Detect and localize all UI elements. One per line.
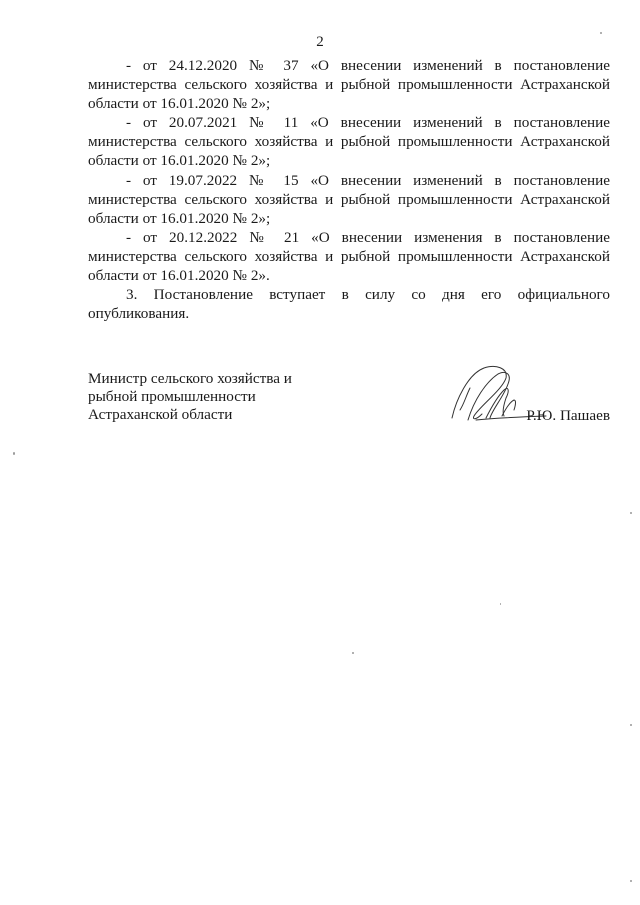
- scan-speck: [500, 603, 501, 605]
- signatory-title-line: Министр сельского хозяйства и: [88, 370, 292, 387]
- scan-speck: [13, 452, 15, 455]
- scan-speck: [600, 32, 602, 34]
- signatory-title: [88, 370, 292, 424]
- amendment-item: - от 24.12.2020 № 37 «О внесении изменений в постановление министерства сельского хозяйства и рыбной промышленности Астраханской области от 16.01.2020 № 2»;: [88, 57, 610, 113]
- amendment-item: - от 19.07.2022 № 15 «О внесении изменений в постановление министерства сельского хозяйства и рыбной промышленности Астраханской области от 16.01.2020 № 2»;: [88, 171, 610, 227]
- amendment-item: - от 20.12.2022 № 21 «О внесении изменения в постановление министерства сельского хозяйства и рыбной промышленности Астраханской области от 16.01.2020 № 2».: [88, 228, 610, 285]
- effective-date-clause: 3. Постановление вступает в силу со дня его официального опубликования.: [88, 286, 610, 323]
- document-body: [88, 56, 610, 323]
- signature-block: [88, 370, 610, 440]
- scan-speck: [630, 880, 632, 882]
- signatory-title-line: Астраханской области: [88, 406, 233, 423]
- scan-speck: [352, 652, 354, 654]
- page-number: 2: [316, 34, 324, 50]
- scan-speck: [630, 724, 632, 726]
- amendment-item: - от 20.07.2021 № 11 «О внесении изменений в постановление министерства сельского хозяйства и рыбной промышленности Астраханской области от 16.01.2020 № 2»;: [88, 114, 610, 170]
- scan-speck: [630, 512, 632, 514]
- signatory-name: Р.Ю. Пашаев: [526, 407, 610, 424]
- signatory-title-line: рыбной промышленности: [88, 388, 256, 405]
